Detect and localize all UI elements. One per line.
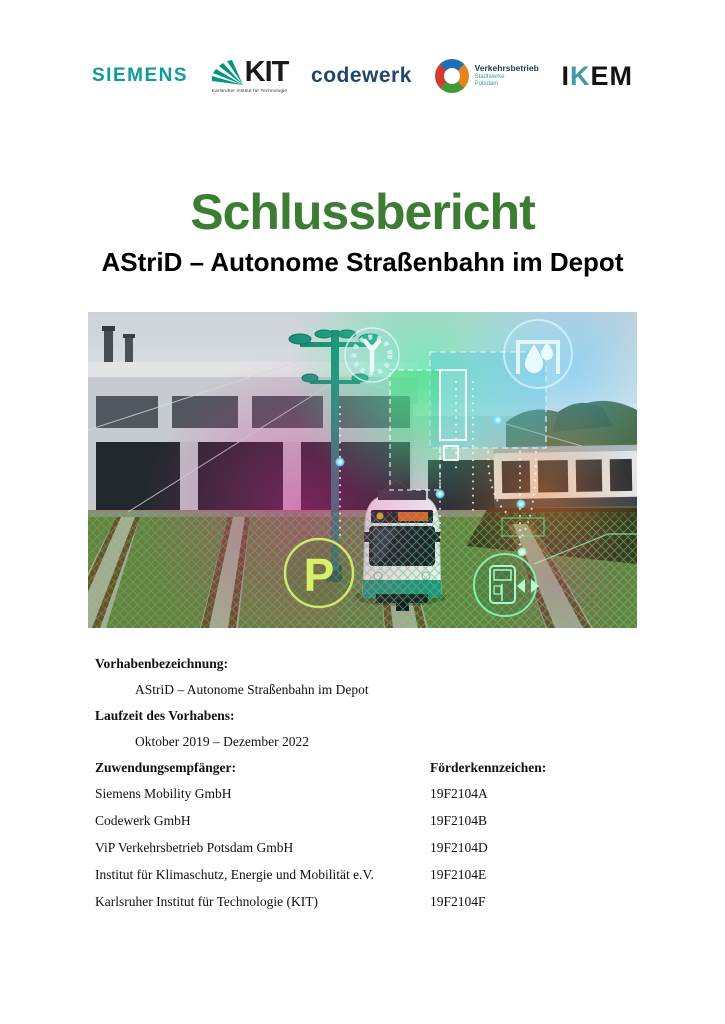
- maintenance-wrench-gear-icon: [345, 328, 399, 382]
- kit-logo-caption: Karlsruher Institut für Technologie: [211, 88, 288, 94]
- recipient-name: Karlsruher Institut für Technologie (KIT): [95, 894, 318, 909]
- kit-logo-text: KIT: [244, 56, 289, 89]
- verkehrsbetrieb-potsdam-logo: [435, 59, 539, 93]
- hero-illustration: [88, 312, 637, 628]
- project-details: [95, 656, 637, 921]
- recipient-name: ViP Verkehrsbetrieb Potsdam GmbH: [95, 840, 294, 855]
- project-value: AStriD – Autonome Straßenbahn im Depot: [135, 682, 369, 697]
- recipients-label: Zuwendungsempfänger:: [95, 760, 237, 775]
- duration-label: Laufzeit des Vorhabens:: [95, 708, 235, 723]
- recipient-code: 19F2104F: [430, 894, 486, 909]
- recipient-code: 19F2104D: [430, 840, 488, 855]
- recipient-row: [95, 813, 637, 840]
- recipient-row: [95, 840, 637, 867]
- recipient-row: [95, 894, 637, 921]
- wash-water-drops-icon: [504, 320, 572, 388]
- codewerk-logo-text: codewerk: [311, 64, 412, 87]
- recipient-code: 19F2104B: [430, 813, 488, 828]
- recipient-row: [95, 867, 637, 894]
- recipient-row: [95, 786, 637, 813]
- codes-label: Förderkennzeichen:: [430, 760, 547, 775]
- ikem-logo: [561, 61, 633, 92]
- project-label: Vorhabenbezeichnung:: [95, 656, 229, 671]
- hero-image: [88, 312, 637, 628]
- siemens-logo: [92, 65, 188, 87]
- recipient-name: Institut für Klimaschutz, Energie und Mobilität e.V.: [95, 867, 374, 882]
- page-title: Schlussbericht: [190, 184, 535, 240]
- siemens-logo-text: SIEMENS: [92, 65, 189, 86]
- vbp-logo-sub2: Potsdam: [474, 80, 499, 87]
- vbp-logo-name: Verkehrsbetrieb: [474, 63, 539, 74]
- ikem-logo-part1: I: [561, 60, 570, 91]
- vbp-logo-sub1: Stadtwerke: [474, 73, 505, 80]
- duration-value: Oktober 2019 – Dezember 2022: [135, 734, 309, 749]
- logo-row: [92, 50, 633, 102]
- parking-p-icon: [285, 539, 353, 607]
- vbp-circle-icon: [435, 59, 469, 93]
- page-subtitle: AStriD – Autonome Straßenbahn im Depot: [101, 247, 624, 277]
- recipient-code: 19F2104E: [430, 867, 487, 882]
- recipient-name: Siemens Mobility GmbH: [95, 786, 232, 801]
- kit-fan-icon: [211, 60, 243, 86]
- recipient-code: 19F2104A: [430, 786, 488, 801]
- ikem-logo-part2: EM: [590, 60, 633, 91]
- codewerk-logo: [311, 64, 412, 88]
- ikem-logo-accent: K: [569, 60, 591, 91]
- kit-logo: [211, 58, 289, 94]
- recipient-name: Codewerk GmbH: [95, 813, 191, 828]
- parking-letter: P: [303, 549, 335, 601]
